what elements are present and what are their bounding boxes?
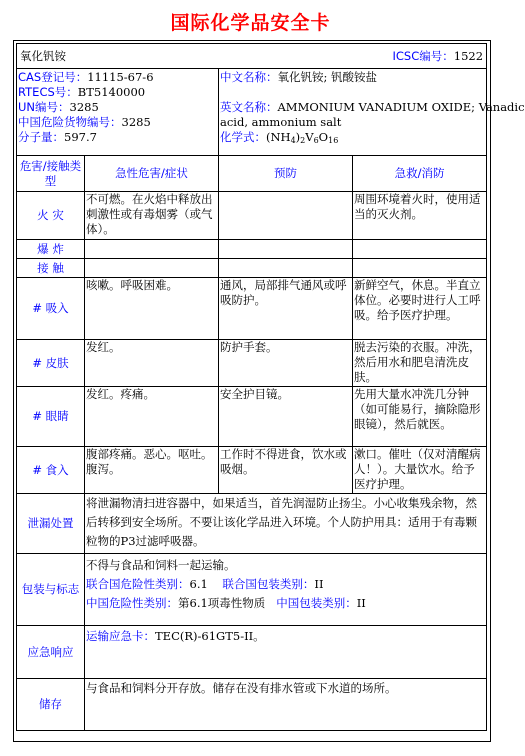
row-inhale [17, 278, 487, 340]
header-firstaid: 急救/消防 [353, 156, 487, 192]
fire-firstaid: 周围环境着火时，使用适当的灭火剂。 [353, 192, 487, 240]
cn-class-line [86, 594, 485, 613]
cn-class-label: 中国危险性类别： [86, 596, 178, 610]
header-prevention: 预防 [219, 156, 353, 192]
label-emergency: 应急响应 [17, 626, 85, 679]
cn-hazard-label: 中国危险货物编号： [18, 115, 122, 129]
eyes-acute: 发红。疼痛。 [85, 387, 219, 447]
inhale-prevention: 通风，局部排气通风或呼吸防护。 [219, 278, 353, 340]
row-contact [17, 259, 487, 278]
ingest-prevention: 工作时不得进食，饮水或吸烟。 [219, 447, 353, 494]
cn-hazard-value: 3285 [121, 115, 151, 129]
un-line [18, 100, 217, 115]
label-contact: 接 触 [17, 259, 85, 278]
mw-value: 597.7 [64, 130, 97, 144]
header-row [17, 156, 487, 192]
explosion-firstaid [353, 240, 487, 259]
chemical-name: 氧化钒铵 [20, 48, 66, 63]
cn-name-label: 中文名称： [220, 70, 278, 84]
fire-prevention [219, 192, 353, 240]
en-name-line [220, 100, 525, 115]
un-class-value: 6.1 [189, 577, 208, 591]
cn-class-value: 第6.1项毒性物质 [178, 596, 266, 610]
ingest-firstaid: 漱口。催吐（仅对清醒病人！）。大量饮水。给予医疗护理。 [353, 447, 487, 494]
spill-text: 将泄漏物清扫进容器中，如果适当，首先润湿防止扬尘。小心收集残余物，然后转移到安全场所。不要让该化学品进入环境。个人防护用具：适用于有毒颗粒物的P3过滤呼吸器。 [85, 494, 487, 554]
cn-pack-label: 中国包装类别： [276, 596, 357, 610]
row-spill [17, 494, 487, 554]
formula-label: 化学式： [220, 130, 266, 144]
explosion-prevention [219, 240, 353, 259]
contact-firstaid [353, 259, 487, 278]
skin-firstaid: 脱去污染的衣服。冲洗，然后用水和肥皂清洗皮肤。 [353, 340, 487, 387]
label-packaging: 包装与标志 [17, 554, 85, 626]
label-skin: # 皮肤 [17, 340, 85, 387]
row-eyes [17, 387, 487, 447]
icsc-value: 1522 [453, 48, 484, 63]
skin-acute: 发红。 [85, 340, 219, 387]
cas-value: 11115-67-6 [87, 70, 154, 84]
un-class-label: 联合国危险性类别： [86, 577, 190, 591]
mw-label: 分子量： [18, 130, 64, 144]
icsc-label: ICSC编号： [392, 48, 454, 63]
rtecs-label: RTECS号： [18, 85, 78, 99]
en-name-line-2: acid, ammonium salt [220, 115, 342, 129]
rtecs-line [18, 85, 217, 100]
icsc-number [393, 49, 484, 64]
packaging-line-1: 不得与食品和饲料一起运输。 [86, 558, 236, 572]
rtecs-value: BT5140000 [77, 85, 146, 99]
label-fire: 火 灾 [17, 192, 85, 240]
un-label: UN编号： [18, 100, 70, 114]
inhale-acute: 咳嗽。呼吸困难。 [85, 278, 219, 340]
eyes-prevention: 安全护目镜。 [219, 387, 353, 447]
row-packaging [17, 554, 487, 626]
name-cell [17, 44, 487, 69]
header-acute: 急性危害/症状 [85, 156, 219, 192]
safety-card-table [16, 43, 525, 731]
cn-hazard-line [18, 115, 217, 130]
row-storage [17, 679, 487, 731]
un-value: 3285 [69, 100, 99, 114]
fire-acute: 不可燃。在火焰中释放出刺激性或有毒烟雾（或气体）。 [85, 192, 219, 240]
ingest-acute: 腹部疼痛。恶心。呕吐。腹泻。 [85, 447, 219, 494]
name-row [17, 44, 487, 69]
en-name-label: 英文名称： [220, 100, 278, 114]
emergency-card-label: 运输应急卡： [86, 629, 155, 643]
card-title: 国际化学品安全卡 [170, 12, 331, 34]
un-pack-value: II [314, 577, 324, 591]
en-name-value: AMMONIUM VANADIUM OXIDE; Vanadic [277, 100, 525, 114]
mw-line [18, 130, 217, 145]
label-spill: 泄漏处置 [17, 494, 85, 554]
row-ingest [17, 447, 487, 494]
cn-name-value: 氧化钒铵; 钒酸铵盐 [277, 70, 378, 84]
contact-acute [85, 259, 219, 278]
contact-prevention [219, 259, 353, 278]
row-skin [17, 340, 487, 387]
blank-line [220, 85, 485, 100]
inhale-firstaid: 新鲜空气，休息。半直立体位。必要时进行人工呼吸。给予医疗护理。 [353, 278, 487, 340]
label-explosion: 爆 炸 [17, 240, 85, 259]
identifiers-left [17, 69, 219, 156]
un-pack-label: 联合国包装类别： [222, 577, 315, 591]
cas-line [18, 70, 217, 85]
label-eyes: # 眼睛 [17, 387, 85, 447]
formula-line [220, 130, 485, 148]
identifiers-row [17, 69, 487, 156]
packaging-content [85, 554, 487, 626]
label-inhale: # 吸入 [17, 278, 85, 340]
label-ingest: # 食入 [17, 447, 85, 494]
emergency-content [85, 626, 487, 679]
row-emergency [17, 626, 487, 679]
header-type: 危害/接触类型 [17, 156, 85, 192]
explosion-acute [85, 240, 219, 259]
row-fire [17, 192, 487, 240]
cn-pack-value: II [356, 596, 366, 610]
identifiers-right [219, 69, 525, 156]
storage-text: 与食品和饲料分开存放。储存在没有排水管或下水道的场所。 [85, 679, 487, 731]
skin-prevention: 防护手套。 [219, 340, 353, 387]
formula-value: $(NH_4)_2V_6O_{16}$ [266, 130, 339, 145]
cas-label: CAS登记号： [18, 70, 88, 84]
un-class-line [86, 575, 485, 594]
eyes-firstaid: 先用大量水冲洗几分钟（如可能易行，摘除隐形眼镜），然后就医。 [353, 387, 487, 447]
cn-name-line [220, 70, 485, 85]
emergency-card-value: TEC(R)-61GT5-II。 [155, 629, 265, 643]
row-explosion [17, 240, 487, 259]
label-storage: 储存 [17, 679, 85, 731]
